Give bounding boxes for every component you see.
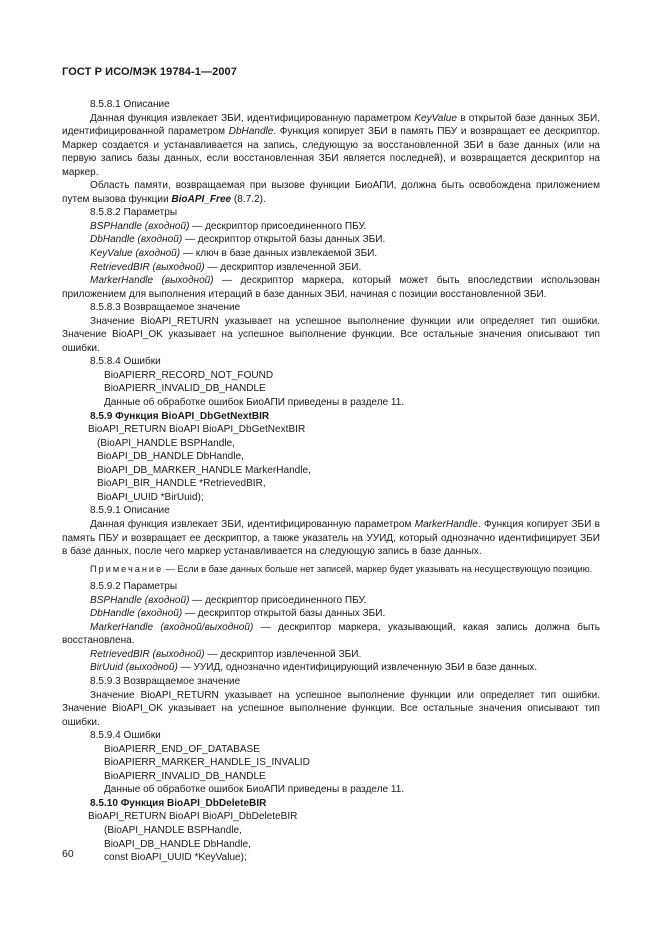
param-item (62, 661, 600, 675)
param-desc: — дескриптор извлеченной ЗБИ. (204, 261, 362, 273)
paragraph (62, 112, 600, 180)
param-name: DbHandle (входной) (90, 234, 183, 246)
param-desc: — дескриптор открытой базы данных ЗБИ. (182, 608, 386, 620)
function-ref: BioAPI_Free (171, 193, 232, 205)
document-header: ГОСТ Р ИСО/МЭК 19784-1—2007 (62, 66, 237, 78)
error-code: BioAPIERR_END_OF_DATABASE (104, 743, 260, 755)
paragraph (62, 179, 600, 206)
function-signature: BioAPI_RETURN BioAPI BioAPI_DbGetNextBIR (88, 424, 306, 436)
function-arg: (BioAPI_HANDLE BSPHandle, (104, 824, 242, 836)
section-heading-8510: 8.5.10 Функция BioAPI_DbDeleteBIR (90, 797, 267, 809)
note (62, 563, 600, 577)
error-code: BioAPIERR_INVALID_DB_HANDLE (104, 383, 266, 395)
param-ref: KeyValue (414, 112, 457, 124)
section-heading-8593: 8.5.9.3 Возвращаемое значение (90, 675, 241, 687)
param-item (62, 607, 600, 621)
param-desc: — ключ в базе данных извлекаемой ЗБИ. (180, 248, 378, 260)
paragraph: Значение BioAPI_RETURN указывает на успешное выполнение функции или определяет тип ошибки. Значение BioAPI_OK указывает на успешное выполнение функции. Все остальные значения описывают тип ошибки. (62, 689, 600, 728)
function-arg: (BioAPI_HANDLE BSPHandle, (97, 437, 235, 449)
function-arg: BioAPI_DB_HANDLE DbHandle, (97, 451, 244, 463)
param-item (62, 648, 600, 662)
param-name: BSPHandle (входной) (90, 594, 190, 606)
section-heading-8583: 8.5.8.3 Возвращаемое значение (90, 302, 241, 314)
param-item (62, 621, 600, 648)
param-ref: DbHandle (228, 126, 274, 138)
text-run: Область памяти, возвращаемая при вызове функции БиоАПИ, должна быть освобождена приложением путем вызова функции (62, 180, 600, 205)
section-heading-8592: 8.5.9.2 Параметры (90, 581, 178, 593)
param-desc: — дескриптор маркера, который может быть впоследствии использован приложением для выполнения итераций в базе данных ЗБИ, начиная с позиции восстановленной ЗБИ. (62, 275, 600, 300)
param-item (62, 233, 600, 247)
text-run: . Функция копирует ЗБИ в память ПБУ и возвращает ее дескриптор. Маркер создается и устанавливается на запись, следующую за восстановленной ЗБИ в базе данных (или на первую запись базы данных, если восстановленная ЗБИ является последней), и возвращается дескриптор на маркер. (62, 126, 601, 178)
paragraph (62, 518, 600, 559)
document-body (62, 98, 600, 865)
text-run: Данная функция извлекает ЗБИ, идентифицированную параметром (90, 112, 415, 124)
error-code: BioAPIERR_MARKER_HANDLE_IS_INVALID (104, 757, 310, 769)
param-item (62, 274, 600, 301)
error-code: BioAPIERR_INVALID_DB_HANDLE (104, 770, 266, 782)
function-arg: BioAPI_DB_HANDLE DbHandle, (104, 838, 251, 850)
note-text: — Если в базе данных больше нет записей, маркер будет указывать на несуществующую позицию. (163, 563, 593, 574)
page-number: 60 (62, 848, 74, 860)
function-arg: BioAPI_UUID *BirUuid); (97, 491, 204, 503)
section-heading-859: 8.5.9 Функция BioAPI_DbGetNextBIR (90, 410, 270, 422)
error-handling-note: Данные об обработке ошибок БиоАПИ приведены в разделе 11. (104, 397, 405, 409)
note-label: Примечание (90, 563, 164, 574)
text-run: . Функция копирует ЗБИ в память ПБУ и возвращает ее дескриптор, а также указатель на УУИД, который однозначно идентифицирует ЗБИ в базе данных, после чего маркер устанавливается на следующую запись в базе данных. (62, 518, 600, 558)
param-name: RetrievedBIR (выходной) (90, 648, 205, 660)
function-arg: BioAPI_BIR_HANDLE *RetrievedBIR, (97, 478, 266, 490)
section-heading-8591: 8.5.9.1 Описание (90, 505, 170, 517)
param-item (62, 594, 600, 608)
param-desc: — дескриптор присоединенного ПБУ. (189, 220, 367, 232)
section-heading-8582: 8.5.8.2 Параметры (90, 207, 178, 219)
section-heading-8581: 8.5.8.1 Описание (90, 99, 170, 110)
text-run: (8.7.2). (231, 193, 266, 205)
paragraph: Значение BioAPI_RETURN указывает на успешное выполнение функции или определяет тип ошибки. Значение BioAPI_OK указывает на успешное выполнение функции. Все остальные значения описывают тип ошибки. (62, 315, 600, 354)
section-heading-8584: 8.5.8.4 Ошибки (90, 356, 161, 368)
error-code: BioAPIERR_RECORD_NOT_FOUND (104, 369, 274, 381)
text-run: в открытой базе данных ЗБИ, идентифицированной параметром (62, 112, 600, 138)
text-run: Данная функция извлекает ЗБИ, идентифицированную параметром (90, 518, 415, 530)
section-heading-8594: 8.5.9.4 Ошибки (90, 730, 161, 742)
param-name: MarkerHandle (выходной) (90, 275, 214, 287)
param-name: BirUuid (выходной) (90, 662, 178, 674)
param-name: MarkerHandle (входной/выходной) (90, 621, 254, 633)
param-name: KeyValue (входной) (90, 248, 181, 260)
param-name: DbHandle (входной) (90, 608, 183, 620)
param-item (62, 247, 600, 261)
param-desc: — дескриптор маркера, указывающий, какая запись должна быть восстановлена. (62, 621, 600, 647)
function-signature: BioAPI_RETURN BioAPI BioAPI_DbDeleteBIR (88, 811, 298, 823)
param-name: BSPHandle (входной) (90, 220, 190, 232)
param-item (62, 220, 600, 234)
param-desc: — дескриптор открытой базы данных ЗБИ. (182, 234, 386, 246)
param-ref: MarkerHandle (414, 518, 478, 530)
function-arg: const BioAPI_UUID *KeyValue); (104, 852, 247, 864)
function-arg: BioAPI_DB_MARKER_HANDLE MarkerHandle, (97, 464, 311, 476)
param-desc: — дескриптор извлеченной ЗБИ. (204, 648, 362, 660)
param-desc: — дескриптор присоединенного ПБУ. (189, 594, 367, 606)
param-desc: — УУИД, однозначно идентифицирующий извлеченную ЗБИ в базе данных. (177, 662, 538, 674)
param-item (62, 261, 600, 275)
param-name: RetrievedBIR (выходной) (90, 261, 205, 273)
error-handling-note: Данные об обработке ошибок БиоАПИ приведены в разделе 11. (104, 784, 405, 796)
